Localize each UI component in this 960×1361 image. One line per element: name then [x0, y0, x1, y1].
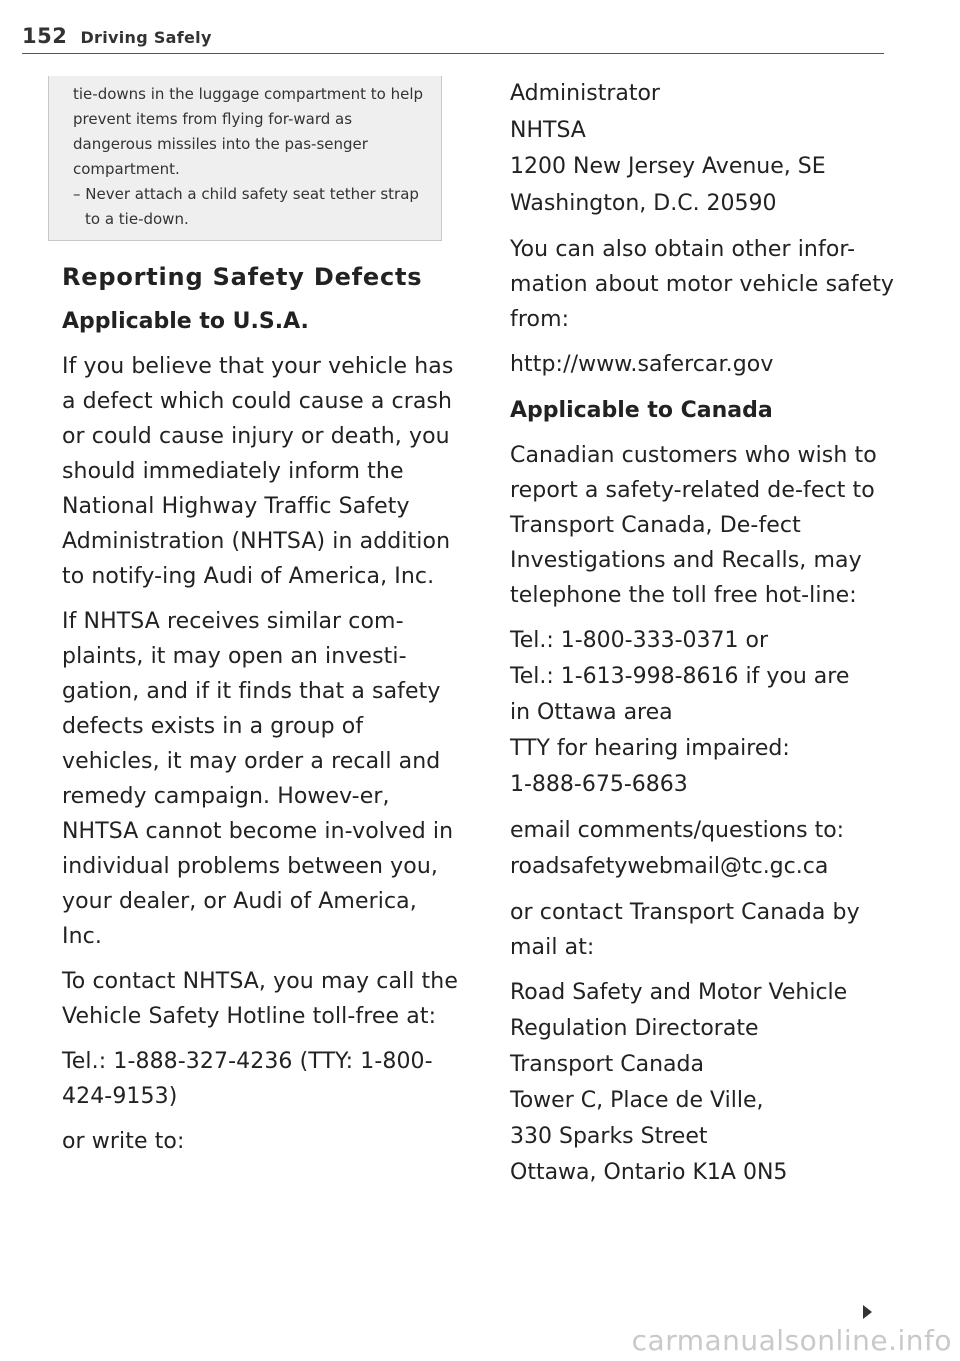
email-label: email comments/questions to: — [510, 818, 845, 843]
phone-line: Tel.: 1-613-998-8616 if you are — [510, 664, 850, 689]
warning-bullet: – Never attach a child safety seat tether strap to a tie-down. — [73, 185, 419, 228]
address-line: Administrator — [510, 81, 660, 106]
page-number: 152 — [22, 24, 68, 48]
phone-line: 1-888-675-6863 — [510, 772, 688, 797]
canada-email-block — [510, 813, 910, 885]
mail-address-line: Ottawa, Ontario K1A 0N5 — [510, 1160, 788, 1185]
mail-address-line: Tower C, Place de Ville, — [510, 1088, 764, 1113]
left-column — [62, 76, 462, 1169]
email-address[interactable]: roadsafetywebmail@tc.gc.ca — [510, 854, 829, 879]
canada-phones — [510, 623, 910, 803]
usa-paragraph-1: If you believe that your vehicle has a defect which could cause a crash or could cause injury or death, you should immediately inform the National Highway Traffic Safety Administration (NHTSA) in addition to notify-ing Audi of America, Inc. — [62, 354, 454, 589]
mail-address-line: Regulation Directorate — [510, 1016, 759, 1041]
mail-address-line: Road Safety and Motor Vehicle — [510, 980, 848, 1005]
canada-heading: Applicable to Canada — [510, 398, 773, 423]
nhtsa-phone: Tel.: 1-888-327-4236 (TTY: 1-800-424-9153) — [62, 1049, 433, 1109]
warning-box — [48, 76, 442, 241]
watermark: carmanualsonline.info — [631, 1324, 952, 1357]
header-rule — [22, 53, 884, 54]
usa-paragraph-2: If NHTSA receives similar com-plaints, it may open an investi-gation, and if it finds that a safety defects exists in a group of vehicles, it may order a recall and remedy campaign. Howev-er, NHTSA cannot become in-volved in individual problems between you, your dealer, or Audi of America, Inc. — [62, 609, 454, 949]
phone-line: in Ottawa area — [510, 700, 673, 725]
mail-address-line: Transport Canada — [510, 1052, 704, 1077]
usa-paragraph-3: To contact NHTSA, you may call the Vehicle Safety Hotline toll-free at: — [62, 969, 458, 1029]
mail-text: or contact Transport Canada by mail at: — [510, 900, 860, 960]
nhtsa-address — [510, 76, 910, 222]
address-line: NHTSA — [510, 117, 586, 143]
address-line: 1200 New Jersey Avenue, SE — [510, 154, 826, 179]
right-column — [510, 76, 910, 1201]
safercar-link[interactable]: http://www.safercar.gov — [510, 352, 774, 377]
continue-arrow-icon — [863, 1305, 872, 1319]
reporting-safety-defects-heading: Reporting Safety Defects — [62, 263, 423, 291]
write-to-text: or write to: — [62, 1129, 185, 1154]
phone-line: Tel.: 1-800-333-0371 or — [510, 628, 769, 653]
usa-heading: Applicable to U.S.A. — [62, 309, 309, 334]
page-header — [22, 24, 884, 54]
canada-paragraph-1: Canadian customers who wish to report a safety-related de-fect to Transport Canada, De-fect Investigations and Recalls, may telephone the toll free hot-line: — [510, 443, 877, 608]
canada-mail-address — [510, 975, 910, 1191]
section-title: Driving Safely — [80, 28, 212, 47]
info-text: You can also obtain other infor-mation about motor vehicle safety from: — [510, 237, 895, 332]
address-line: Washington, D.C. 20590 — [510, 190, 777, 216]
phone-line: TTY for hearing impaired: — [510, 736, 790, 761]
warning-continued-text: tie-downs in the luggage compartment to help prevent items from flying for-ward as dangerous missiles into the pas-senger compartment. — [73, 85, 424, 178]
mail-address-line: 330 Sparks Street — [510, 1124, 708, 1149]
